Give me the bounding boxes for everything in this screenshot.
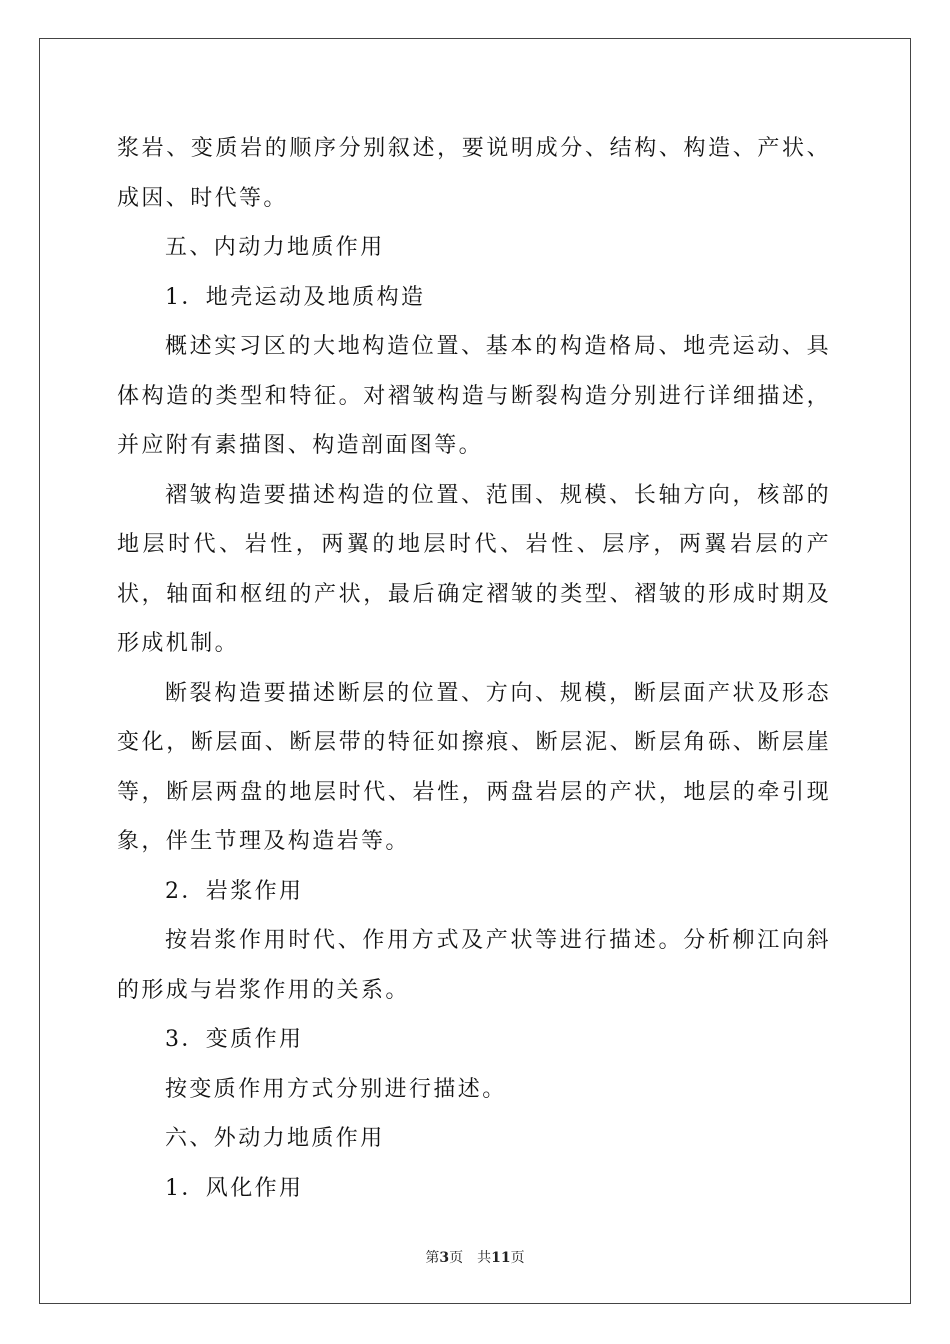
footer-total-suffix: 页: [510, 1250, 525, 1266]
document-body: [117, 124, 831, 1213]
subheading-magmatism: 2．岩浆作用: [165, 878, 304, 904]
footer-total-pages: 11: [491, 1250, 511, 1266]
subheading-crustal-movement: 1．地壳运动及地质构造: [165, 284, 426, 310]
paragraph-1: 浆岩、变质岩的顺序分别叙述，要说明成分、结构、构造、产状、成因、时代等。: [117, 136, 831, 211]
footer-page-number: 3: [439, 1250, 450, 1266]
paragraph-tectonics-overview: 概述实习区的大地构造位置、基本的构造格局、地壳运动、具体构造的类型和特征。对褶皱构造与断裂构造分别进行详细描述，并应附有素描图、构造剖面图等。: [117, 334, 831, 458]
footer-page-suffix: 页: [449, 1250, 464, 1266]
footer-page-prefix: 第: [425, 1250, 440, 1266]
subheading-weathering: 1．风化作用: [165, 1175, 304, 1201]
paragraph-fault-structure: 断裂构造要描述断层的位置、方向、规模，断层面产状及形态变化，断层面、断层带的特征如擦痕、断层泥、断层角砾、断层崖等，断层两盘的地层时代、岩性，两盘岩层的产状，地层的牵引现象，伴生节理及构造岩等。: [117, 680, 831, 854]
section-heading-5: 五、内动力地质作用: [165, 235, 385, 260]
subheading-metamorphism: 3．变质作用: [165, 1027, 304, 1052]
paragraph-metamorphism: 按变质作用方式分别进行描述。: [165, 1076, 507, 1102]
section-heading-6: 六、外动力地质作用: [165, 1126, 385, 1151]
footer-total-prefix: 共: [477, 1250, 492, 1266]
paragraph-fold-structure: 褶皱构造要描述构造的位置、范围、规模、长轴方向，核部的地层时代、岩性，两翼的地层时代、岩性、层序，两翼岩层的产状，轴面和枢纽的产状，最后确定褶皱的类型、褶皱的形成时期及形成机制。: [117, 482, 831, 656]
page-footer: [0, 1247, 950, 1267]
paragraph-magmatism: 按岩浆作用时代、作用方式及产状等进行描述。分析柳江向斜的形成与岩浆作用的关系。: [117, 928, 831, 1003]
